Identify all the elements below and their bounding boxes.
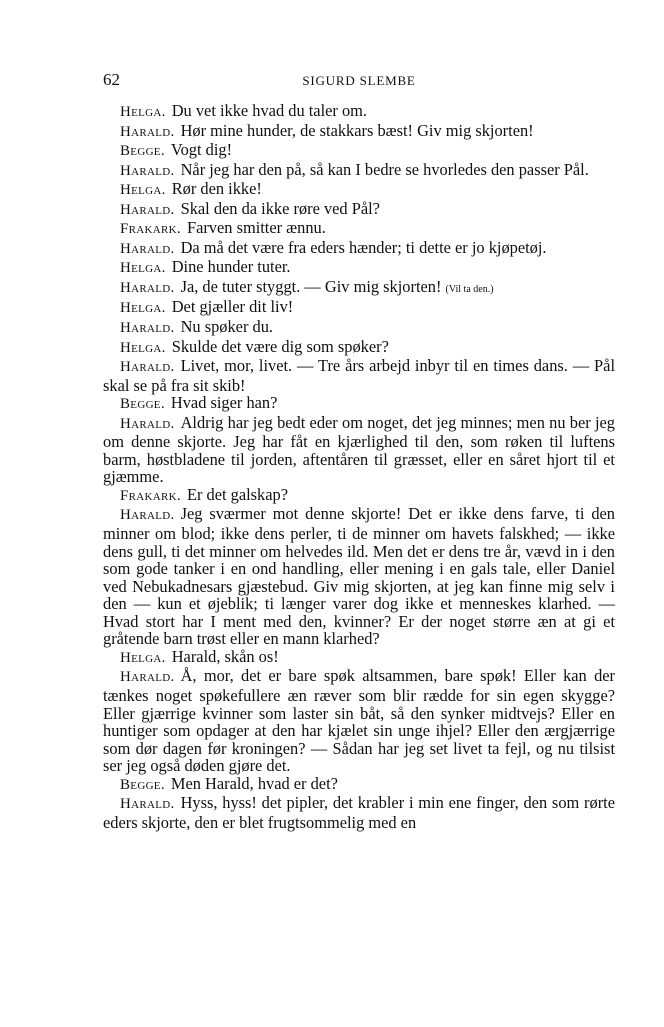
speech-text: Nu spøker du. — [180, 317, 273, 337]
speech-line — [103, 775, 615, 795]
page-header — [103, 70, 615, 92]
speech-line — [103, 122, 615, 142]
speaker-name: Harald. — [120, 669, 175, 686]
speech-line — [103, 102, 615, 122]
speaker-name: Helga. — [120, 300, 166, 317]
speech-text: Dine hunder tuter. — [171, 257, 291, 277]
speaker-name: Harald. — [120, 240, 175, 257]
speaker-name: Helga. — [120, 104, 166, 120]
speech-line — [103, 239, 615, 259]
dialogue-text — [103, 102, 615, 831]
speech-text: Livet, mor, livet. — Tre års arbejd inbyr til en times dans. — Pål skal se på fra sit skib! — [103, 356, 615, 395]
speech-text: Jeg sværmer mot denne skjorte! Det er ikke dens farve, ti den minner om blod; ikke dens perler, ti de minner om havets falskhed; — ikke dens gull, ti det minner om helvedes ild. Men det er dens tre år, vævd in i den som gode tanker i en ond handling, eller mening i en gals tale, eller Daniel ved Nebukadnesars gjæstebud. Giv mig skjorten, at jeg kan finne mig selv i den — kun et øjeblik; ti længer varer dog ikke et menneskes klarhed. — Hvad stort har I ment med den, kvinner? Er der noget større æn at gi et gråtende barn trøst eller en mann klarhed? — [103, 504, 615, 649]
speech-line — [103, 180, 615, 200]
speech-text: Farven smitter ænnu. — [186, 218, 326, 238]
speech-line — [103, 318, 615, 338]
speech-line — [103, 161, 615, 181]
speech-line — [103, 219, 615, 239]
speech-line — [103, 486, 615, 506]
speaker-name: Helga. — [120, 649, 166, 666]
speaker-name: Harald. — [120, 279, 175, 296]
speaker-name: Harald. — [120, 123, 175, 140]
speech-text: Å, mor, det er bare spøk altsammen, bare spøk! Eller kan der tænkes noget spøkefullere æn ræver som blir rædde for sin egen skygge? Eller gjærrige kvinner som laster sin båt, så den synker midtvejs? Eller en huntiger som opdager at den har kjælet sin unge ihjel? Eller den ærgjærrige som dør dagen før kroningen? — Sådan har jeg set livet ta fejl, og nu tilsist ser jeg også døden gjøre det. — [103, 666, 615, 776]
speech-text: Harald, skån os! — [171, 646, 279, 666]
speech-text: Da må det være fra eders hænder; ti dette er jo kjøpetøj. — [180, 237, 547, 257]
speech-line — [103, 357, 615, 394]
speech-text: Du vet ikke hvad du taler om. — [171, 101, 367, 120]
speech-text: Men Harald, hvad er det? — [170, 773, 338, 793]
speech-text: Hør mine hunder, de stakkars bæst! Giv mig skjorten! — [180, 120, 534, 140]
speaker-name: Helga. — [120, 339, 166, 356]
speech-line — [103, 338, 615, 358]
speech-line — [103, 414, 615, 486]
speech-line — [103, 394, 615, 414]
speech-text: Hvad siger han? — [170, 393, 278, 413]
speech-line — [103, 278, 615, 299]
speech-line — [103, 141, 615, 161]
speaker-name: Harald. — [120, 201, 175, 218]
speaker-name: Harald. — [120, 796, 175, 813]
speech-text: Skulde det være dig som spøker? — [171, 336, 389, 356]
speech-text: Aldrig har jeg bedt eder om noget, det jeg minnes; men nu ber jeg om denne skjorte. Jeg har fåt en kjærlighed til den, som røken til luftens barm, høstbladene til jorden, aftentåren til græsset, eller en såret hjort til et gjæmme. — [103, 412, 615, 487]
page-number: 62 — [103, 70, 120, 89]
speech-text: Ja, de tuter styggt. — Giv mig skjorten! — [180, 276, 442, 296]
running-title: SIGURD SLEMBE — [302, 73, 416, 88]
speaker-name: Harald. — [120, 162, 175, 179]
speech-text: Det gjæller dit liv! — [171, 297, 294, 317]
speaker-name: Begge. — [120, 776, 165, 793]
speech-line — [103, 298, 615, 318]
speaker-name: Helga. — [120, 260, 166, 277]
speech-text: Hyss, hyss! det pipler, det krabler i min ene finger, den som rørte eders skjorte, den er blet frugtsommelig med en — [103, 793, 615, 832]
speech-line — [103, 200, 615, 220]
speech-text: Rør den ikke! — [171, 179, 262, 199]
stage-direction: (Vil ta den.) — [445, 283, 494, 295]
speaker-name: Harald. — [120, 359, 175, 376]
speech-line — [103, 648, 615, 668]
speech-text: Er det galskap? — [186, 484, 288, 504]
speaker-name: Begge. — [120, 143, 165, 160]
speaker-name: Frakark. — [120, 487, 181, 504]
speech-text: Når jeg har den på, så kan I bedre se hvorledes den passer Pål. — [180, 159, 589, 179]
speaker-name: Begge. — [120, 396, 165, 413]
speech-line — [103, 505, 615, 647]
speaker-name: Harald. — [120, 320, 175, 337]
speaker-name: Helga. — [120, 182, 166, 199]
speech-text: Vogt dig! — [170, 140, 233, 160]
speech-line — [103, 258, 615, 278]
speaker-name: Frakark. — [120, 221, 181, 238]
speech-line — [103, 794, 615, 831]
speech-line — [103, 667, 615, 774]
speech-text: Skal den da ikke røre ved Pål? — [180, 198, 380, 218]
speaker-name: Harald. — [120, 415, 175, 432]
speaker-name: Harald. — [120, 507, 175, 524]
